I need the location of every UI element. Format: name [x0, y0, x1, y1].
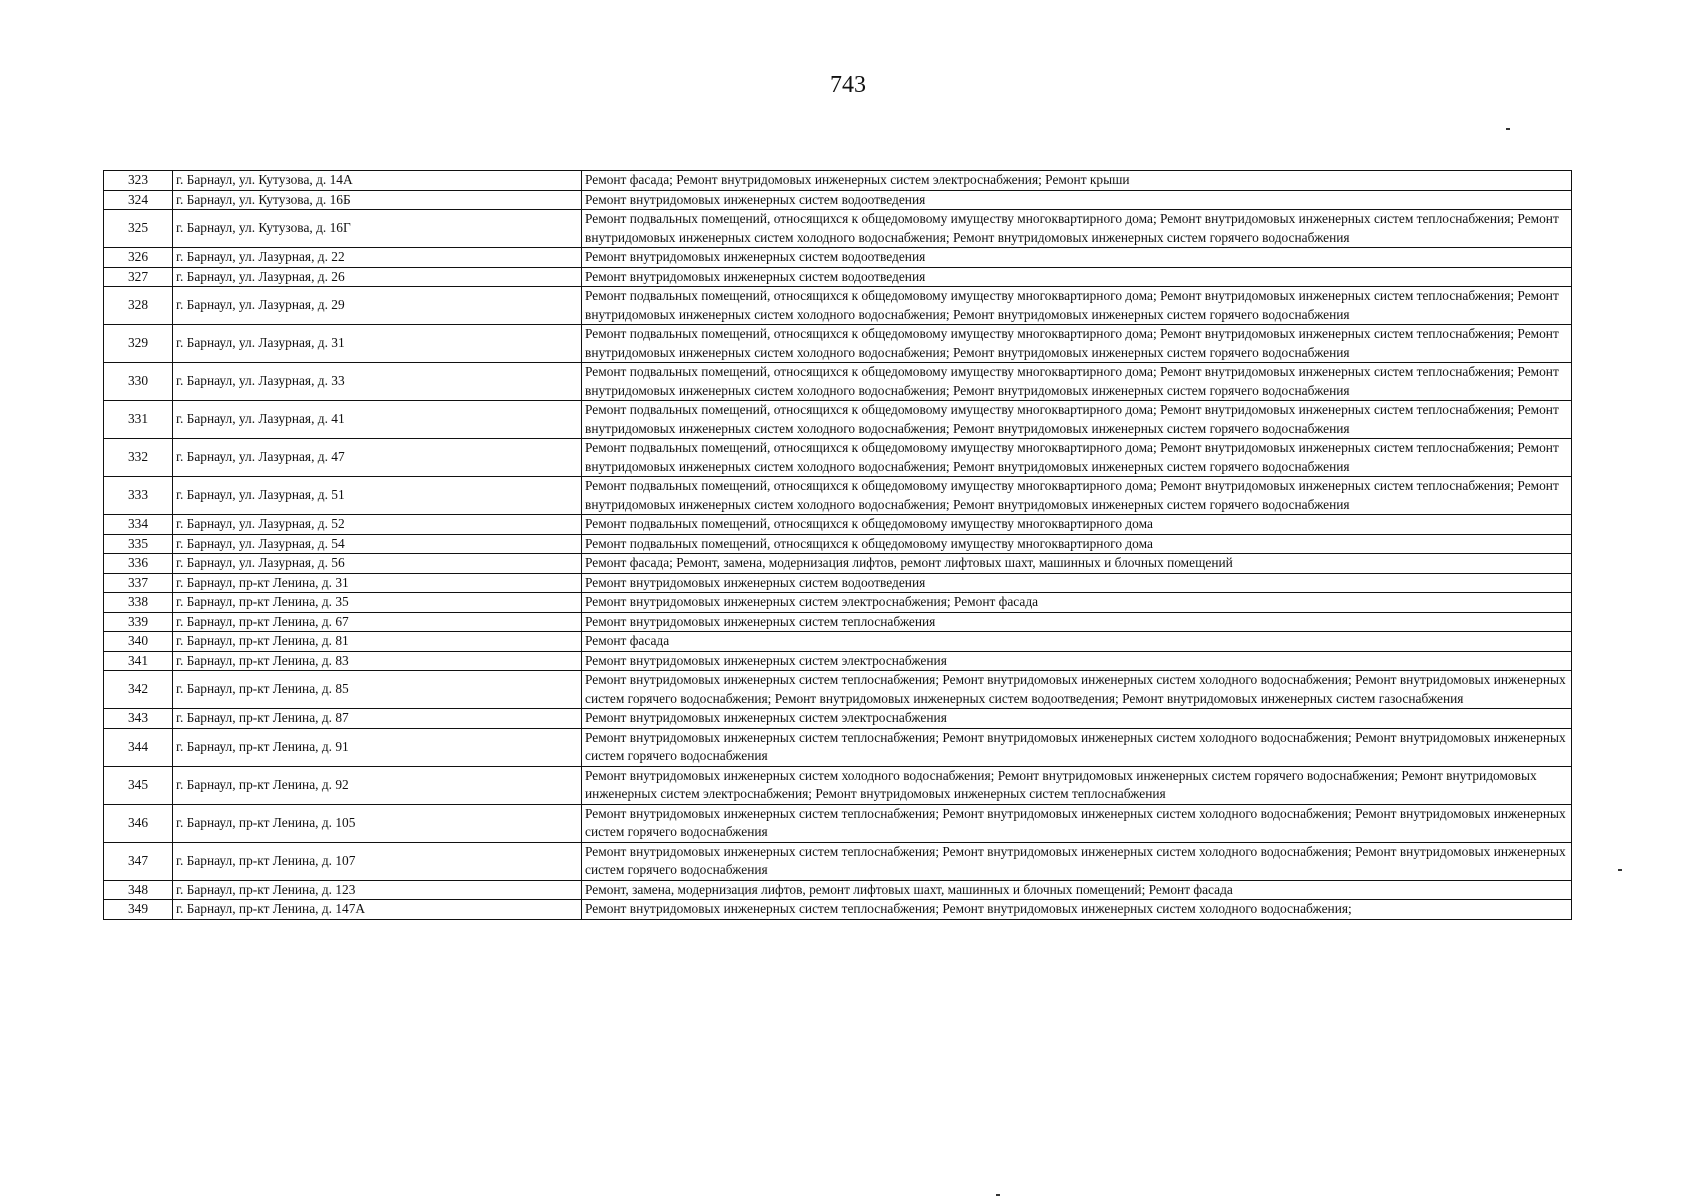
table-row	[104, 210, 1572, 248]
building-address: г. Барнаул, ул. Кутузова, д. 16Б	[173, 190, 582, 210]
table-row	[104, 477, 1572, 515]
row-number: 336	[104, 554, 173, 574]
building-address: г. Барнаул, ул. Кутузова, д. 14А	[173, 171, 582, 191]
repair-works: Ремонт внутридомовых инженерных систем теплоснабжения; Ремонт внутридомовых инженерных систем холодного водоснабжения; Ремонт внутридомовых инженерных систем горячего водоснабжения; Ремонт внутридомовых инженерных систем водоотведения; Ремонт внутридомовых инженерных систем газоснабжения	[582, 671, 1572, 709]
table-row	[104, 671, 1572, 709]
table-row	[104, 804, 1572, 842]
building-address: г. Барнаул, ул. Лазурная, д. 31	[173, 325, 582, 363]
table-row	[104, 401, 1572, 439]
table-row	[104, 554, 1572, 574]
building-address: г. Барнаул, ул. Лазурная, д. 52	[173, 515, 582, 535]
table-row	[104, 842, 1572, 880]
row-number: 325	[104, 210, 173, 248]
registry-body	[104, 171, 1572, 920]
table-row	[104, 709, 1572, 729]
scan-speck	[996, 1194, 1000, 1196]
table-row	[104, 515, 1572, 535]
row-number: 323	[104, 171, 173, 191]
building-address: г. Барнаул, пр-кт Ленина, д. 147А	[173, 900, 582, 920]
repair-works: Ремонт подвальных помещений, относящихся к общедомовому имуществу многоквартирного дома; Ремонт внутридомовых инженерных систем теплоснабжения; Ремонт внутридомовых инженерных систем холодного водоснабжения; Ремонт внутридомовых инженерных систем горячего водоснабжения	[582, 439, 1572, 477]
building-address: г. Барнаул, пр-кт Ленина, д. 92	[173, 766, 582, 804]
repair-works: Ремонт подвальных помещений, относящихся к общедомовому имуществу многоквартирного дома; Ремонт внутридомовых инженерных систем теплоснабжения; Ремонт внутридомовых инженерных систем холодного водоснабжения; Ремонт внутридомовых инженерных систем горячего водоснабжения	[582, 210, 1572, 248]
table-row	[104, 363, 1572, 401]
row-number: 332	[104, 439, 173, 477]
repair-works: Ремонт внутридомовых инженерных систем электроснабжения	[582, 709, 1572, 729]
row-number: 334	[104, 515, 173, 535]
row-number: 346	[104, 804, 173, 842]
page-number: 743	[830, 72, 866, 98]
table-row	[104, 651, 1572, 671]
row-number: 324	[104, 190, 173, 210]
repair-works: Ремонт внутридомовых инженерных систем холодного водоснабжения; Ремонт внутридомовых инженерных систем горячего водоснабжения; Ремонт внутридомовых инженерных систем электроснабжения; Ремонт внутридомовых инженерных систем теплоснабжения	[582, 766, 1572, 804]
row-number: 349	[104, 900, 173, 920]
repair-works: Ремонт внутридомовых инженерных систем теплоснабжения	[582, 612, 1572, 632]
row-number: 342	[104, 671, 173, 709]
repair-works: Ремонт подвальных помещений, относящихся к общедомовому имуществу многоквартирного дома; Ремонт внутридомовых инженерных систем теплоснабжения; Ремонт внутридомовых инженерных систем холодного водоснабжения; Ремонт внутридомовых инженерных систем горячего водоснабжения	[582, 325, 1572, 363]
table-row	[104, 880, 1572, 900]
repair-works: Ремонт внутридомовых инженерных систем теплоснабжения; Ремонт внутридомовых инженерных систем холодного водоснабжения; Ремонт внутридомовых инженерных систем горячего водоснабжения	[582, 728, 1572, 766]
repair-works: Ремонт подвальных помещений, относящихся к общедомовому имуществу многоквартирного дома	[582, 515, 1572, 535]
row-number: 331	[104, 401, 173, 439]
building-address: г. Барнаул, ул. Лазурная, д. 22	[173, 248, 582, 268]
building-address: г. Барнаул, пр-кт Ленина, д. 35	[173, 593, 582, 613]
repair-works: Ремонт внутридомовых инженерных систем теплоснабжения; Ремонт внутридомовых инженерных систем холодного водоснабжения; Ремонт внутридомовых инженерных систем горячего водоснабжения	[582, 842, 1572, 880]
building-address: г. Барнаул, пр-кт Ленина, д. 105	[173, 804, 582, 842]
row-number: 333	[104, 477, 173, 515]
row-number: 328	[104, 287, 173, 325]
repair-works: Ремонт фасада	[582, 632, 1572, 652]
repair-works: Ремонт подвальных помещений, относящихся к общедомовому имуществу многоквартирного дома; Ремонт внутридомовых инженерных систем теплоснабжения; Ремонт внутридомовых инженерных систем холодного водоснабжения; Ремонт внутридомовых инженерных систем горячего водоснабжения	[582, 401, 1572, 439]
table-row	[104, 766, 1572, 804]
row-number: 339	[104, 612, 173, 632]
table-row	[104, 632, 1572, 652]
building-address: г. Барнаул, ул. Лазурная, д. 47	[173, 439, 582, 477]
table-row	[104, 287, 1572, 325]
table-row	[104, 534, 1572, 554]
building-address: г. Барнаул, пр-кт Ленина, д. 123	[173, 880, 582, 900]
building-address: г. Барнаул, пр-кт Ленина, д. 87	[173, 709, 582, 729]
table-row	[104, 248, 1572, 268]
repair-works: Ремонт, замена, модернизация лифтов, ремонт лифтовых шахт, машинных и блочных помещений; Ремонт фасада	[582, 880, 1572, 900]
row-number: 340	[104, 632, 173, 652]
row-number: 343	[104, 709, 173, 729]
table-row	[104, 573, 1572, 593]
row-number: 338	[104, 593, 173, 613]
repair-works: Ремонт подвальных помещений, относящихся к общедомовому имуществу многоквартирного дома; Ремонт внутридомовых инженерных систем теплоснабжения; Ремонт внутридомовых инженерных систем холодного водоснабжения; Ремонт внутридомовых инженерных систем горячего водоснабжения	[582, 477, 1572, 515]
building-address: г. Барнаул, пр-кт Ленина, д. 107	[173, 842, 582, 880]
building-address: г. Барнаул, ул. Лазурная, д. 33	[173, 363, 582, 401]
repair-registry-table	[103, 170, 1572, 920]
building-address: г. Барнаул, пр-кт Ленина, д. 31	[173, 573, 582, 593]
table-row	[104, 612, 1572, 632]
building-address: г. Барнаул, ул. Кутузова, д. 16Г	[173, 210, 582, 248]
repair-works: Ремонт внутридомовых инженерных систем водоотведения	[582, 573, 1572, 593]
scan-speck	[1506, 128, 1510, 130]
row-number: 335	[104, 534, 173, 554]
repair-works: Ремонт внутридомовых инженерных систем водоотведения	[582, 190, 1572, 210]
row-number: 326	[104, 248, 173, 268]
table-row	[104, 900, 1572, 920]
building-address: г. Барнаул, ул. Лазурная, д. 54	[173, 534, 582, 554]
repair-works: Ремонт подвальных помещений, относящихся к общедомовому имуществу многоквартирного дома	[582, 534, 1572, 554]
table-row	[104, 325, 1572, 363]
repair-works: Ремонт внутридомовых инженерных систем водоотведения	[582, 248, 1572, 268]
table-row	[104, 171, 1572, 191]
repair-works: Ремонт внутридомовых инженерных систем электроснабжения; Ремонт фасада	[582, 593, 1572, 613]
building-address: г. Барнаул, пр-кт Ленина, д. 85	[173, 671, 582, 709]
building-address: г. Барнаул, ул. Лазурная, д. 51	[173, 477, 582, 515]
repair-works: Ремонт внутридомовых инженерных систем водоотведения	[582, 267, 1572, 287]
scan-speck	[1618, 869, 1622, 871]
table-row	[104, 593, 1572, 613]
row-number: 345	[104, 766, 173, 804]
row-number: 348	[104, 880, 173, 900]
table-row	[104, 439, 1572, 477]
repair-works: Ремонт подвальных помещений, относящихся к общедомовому имуществу многоквартирного дома; Ремонт внутридомовых инженерных систем теплоснабжения; Ремонт внутридомовых инженерных систем холодного водоснабжения; Ремонт внутридомовых инженерных систем горячего водоснабжения	[582, 287, 1572, 325]
building-address: г. Барнаул, пр-кт Ленина, д. 91	[173, 728, 582, 766]
table-row	[104, 728, 1572, 766]
row-number: 327	[104, 267, 173, 287]
building-address: г. Барнаул, ул. Лазурная, д. 41	[173, 401, 582, 439]
row-number: 337	[104, 573, 173, 593]
repair-works: Ремонт подвальных помещений, относящихся к общедомовому имуществу многоквартирного дома; Ремонт внутридомовых инженерных систем теплоснабжения; Ремонт внутридомовых инженерных систем холодного водоснабжения; Ремонт внутридомовых инженерных систем горячего водоснабжения	[582, 363, 1572, 401]
repair-works: Ремонт фасада; Ремонт внутридомовых инженерных систем электроснабжения; Ремонт крыши	[582, 171, 1572, 191]
row-number: 341	[104, 651, 173, 671]
building-address: г. Барнаул, ул. Лазурная, д. 56	[173, 554, 582, 574]
row-number: 347	[104, 842, 173, 880]
repair-works: Ремонт внутридомовых инженерных систем электроснабжения	[582, 651, 1572, 671]
building-address: г. Барнаул, ул. Лазурная, д. 29	[173, 287, 582, 325]
row-number: 344	[104, 728, 173, 766]
table-row	[104, 267, 1572, 287]
building-address: г. Барнаул, ул. Лазурная, д. 26	[173, 267, 582, 287]
building-address: г. Барнаул, пр-кт Ленина, д. 81	[173, 632, 582, 652]
repair-works: Ремонт внутридомовых инженерных систем теплоснабжения; Ремонт внутридомовых инженерных систем холодного водоснабжения;	[582, 900, 1572, 920]
table-row	[104, 190, 1572, 210]
row-number: 330	[104, 363, 173, 401]
building-address: г. Барнаул, пр-кт Ленина, д. 83	[173, 651, 582, 671]
building-address: г. Барнаул, пр-кт Ленина, д. 67	[173, 612, 582, 632]
repair-works: Ремонт внутридомовых инженерных систем теплоснабжения; Ремонт внутридомовых инженерных систем холодного водоснабжения; Ремонт внутридомовых инженерных систем горячего водоснабжения	[582, 804, 1572, 842]
row-number: 329	[104, 325, 173, 363]
repair-works: Ремонт фасада; Ремонт, замена, модернизация лифтов, ремонт лифтовых шахт, машинных и блочных помещений	[582, 554, 1572, 574]
